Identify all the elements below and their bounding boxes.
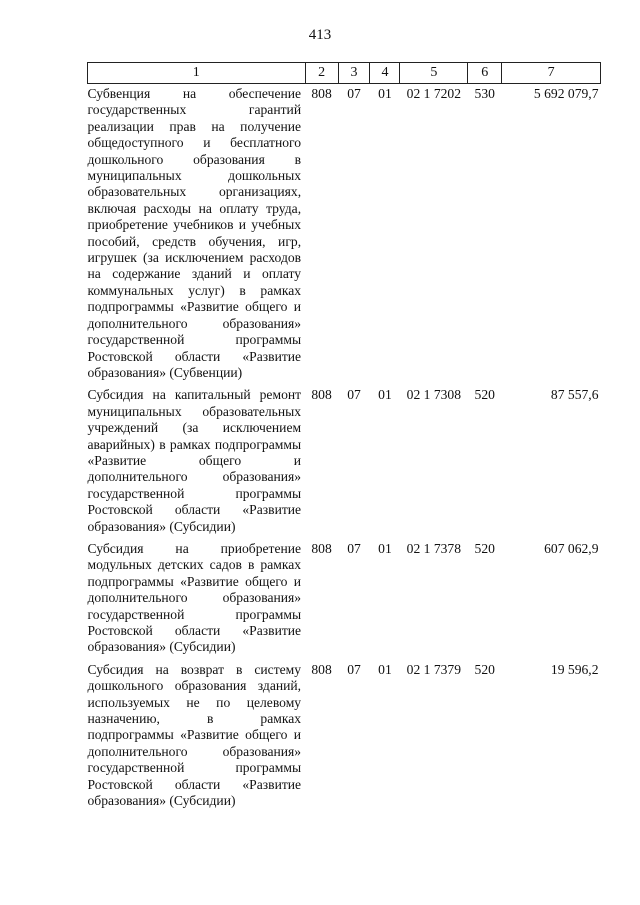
row-subsection-code: 01	[378, 540, 392, 556]
row-target-article: 02 1 7378	[406, 540, 462, 556]
row-amount: 607 062,9	[544, 540, 599, 556]
row-ministry-code: 808	[311, 387, 332, 403]
column-header-1: 1	[88, 63, 306, 84]
row-expense-type: 530	[474, 86, 495, 101]
table-row	[88, 385, 601, 539]
page-number: 413	[308, 27, 332, 43]
column-header-6: 6	[468, 63, 502, 84]
row-ministry-code: 808	[311, 540, 332, 556]
row-description: Субсидия на возврат в систему дошкольного образования зданий, используемых не по целевому назначению, в рамках подпрограммы «Развитие общего и дополнительного образования» государственной программы Ростовской области «Развитие образования» (Субсидии)	[87, 661, 302, 809]
row-description: Субсидия на приобретение модульных детских садов в рамках подпрограммы «Развитие общего и дополнительного образования» государственной программы Ростовской области «Развитие образования» (Субсидии)	[87, 540, 302, 655]
column-header-4: 4	[370, 63, 400, 84]
row-description: Субвенция на обеспечение государственных гарантий реализации прав на получение общедоступного и бесплатного дошкольного образования в муниципальных дошкольных образовательных организациях, включая расходы на оплату труда, приобретение учебников и учебных пособий, средств обучения, игр, игрушек (за исключением расходов на содержание зданий и оплату коммунальных услуг) в рамках подпрограммы «Развитие общего и дополнительного образования» государственной программы Ростовской области «Развитие образования» (Субвенции)	[87, 86, 302, 380]
column-header-2: 2	[305, 63, 338, 84]
column-header-5: 5	[400, 63, 468, 84]
table-header	[88, 63, 601, 84]
row-expense-type: 520	[474, 540, 495, 556]
row-ministry-code: 808	[311, 661, 332, 677]
table-row	[88, 660, 601, 814]
row-ministry-code: 808	[311, 86, 332, 101]
row-subsection-code: 01	[378, 387, 392, 403]
table-row	[88, 84, 601, 386]
row-target-article: 02 1 7202	[406, 86, 462, 101]
row-section-code: 07	[347, 387, 361, 403]
row-expense-type: 520	[474, 387, 495, 403]
row-amount: 19 596,2	[550, 661, 599, 677]
row-subsection-code: 01	[378, 661, 392, 677]
row-section-code: 07	[347, 661, 361, 677]
row-amount: 87 557,6	[550, 387, 599, 403]
row-section-code: 07	[347, 86, 361, 101]
row-target-article: 02 1 7308	[406, 387, 462, 403]
row-expense-type: 520	[474, 661, 495, 677]
row-target-article: 02 1 7379	[406, 661, 462, 677]
row-description: Субсидия на капитальный ремонт муниципальных образовательных учреждений (за исключением аварийных) в рамках подпрограммы «Развитие общего и дополнительного образования» государственной программы Ростовской области «Развитие образования» (Субсидии)	[87, 387, 302, 534]
column-header-7: 7	[502, 63, 601, 84]
row-section-code: 07	[347, 540, 361, 556]
row-subsection-code: 01	[378, 86, 392, 101]
row-amount: 5 692 079,7	[533, 86, 599, 101]
table-row	[88, 539, 601, 660]
column-header-3: 3	[338, 63, 370, 84]
budget-table	[87, 62, 601, 813]
